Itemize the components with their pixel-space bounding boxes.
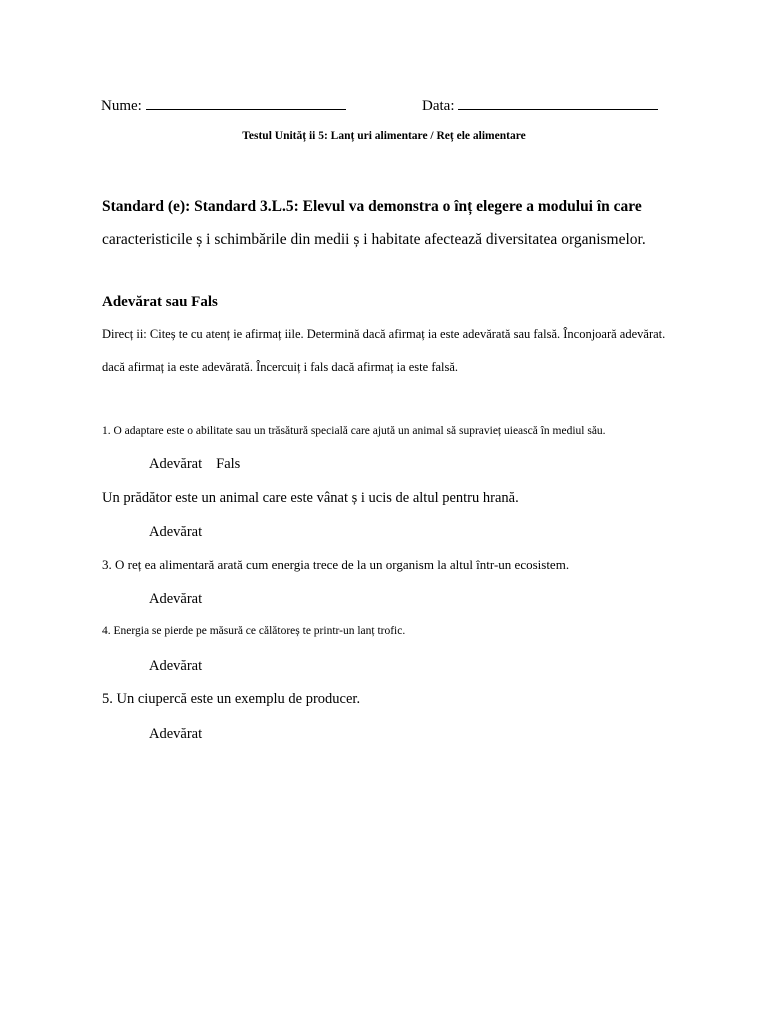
answer-options-4 <box>149 659 202 675</box>
standard-line-2: caracteristicile ș i schimbările din medii ș i habitate afectează diversitatea organismelor. <box>102 231 646 248</box>
question-1: 1. O adaptare este o abilitate sau un trăsătură specială care ajută un animal să supravieț uiească în mediul său. <box>102 425 606 437</box>
name-field[interactable] <box>101 96 346 115</box>
answer-options-2 <box>149 525 202 541</box>
option-false[interactable]: Fals <box>216 456 241 472</box>
question-4: 4. Energia se pierde pe măsură ce călătoreș te printr-un lanț trofic. <box>102 625 406 637</box>
page-title: Testul Unităț ii 5: Lanț uri alimentare / Reț ele alimentare <box>242 130 526 142</box>
option-true[interactable]: Adevărat <box>149 726 203 742</box>
name-label: Nume: <box>101 98 142 114</box>
directions-line-2: dacă afirmaț ia este adevărată. Încercuiț i fals dacă afirmaț ia este falsă. <box>102 360 459 374</box>
question-3: 3. O reț ea alimentară arată cum energia trece de la un organism la altul într-un ecosistem. <box>102 557 570 572</box>
standard-line-1: Standard (e): Standard 3.L.5: Elevul va demonstra o înț elegere a modului în care <box>102 198 642 215</box>
answer-options-3 <box>149 592 202 608</box>
question-2: Un prădător este un animal care este vânat ș i ucis de altul pentru hrană. <box>102 490 519 506</box>
option-true[interactable]: Adevărat <box>149 524 203 540</box>
directions-line-1: Direcț ii: Citeș te cu atenț ie afirmaț iile. Determină dacă afirmaț ia este adevărată sau falsă. Înconjoară adevărat. <box>102 327 666 341</box>
question-5: 5. Un ciupercă este un exemplu de producer. <box>102 691 361 707</box>
date-blank-line[interactable] <box>458 96 658 110</box>
name-blank-line[interactable] <box>146 96 346 110</box>
answer-options-5 <box>149 727 202 743</box>
section-title: Adevărat sau Fals <box>102 294 218 310</box>
option-true[interactable]: Adevărat <box>149 456 203 472</box>
date-field[interactable] <box>422 96 658 115</box>
date-label: Data: <box>422 98 455 114</box>
option-true[interactable]: Adevărat <box>149 658 203 674</box>
answer-options-1 <box>149 457 240 473</box>
option-true[interactable]: Adevărat <box>149 591 203 607</box>
